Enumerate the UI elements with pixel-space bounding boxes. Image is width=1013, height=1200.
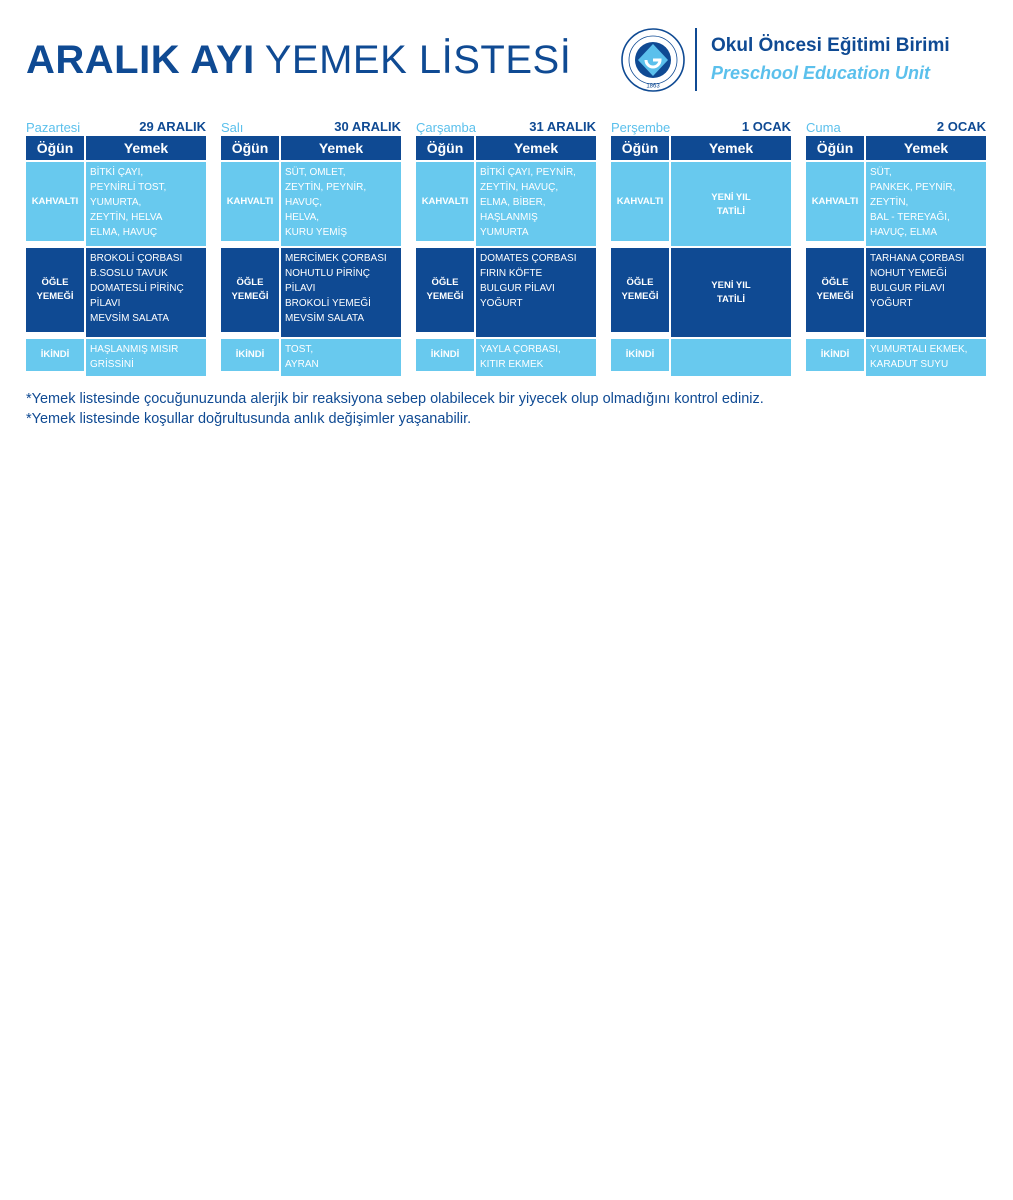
menu-table — [26, 136, 206, 376]
university-seal-icon — [620, 27, 686, 93]
snack-items: HAŞLANMIŞ MISIR GRİSSİNİ — [86, 339, 206, 376]
day-header — [611, 119, 791, 136]
day-header — [221, 119, 401, 136]
footnotes — [26, 389, 764, 429]
breakfast-items: BİTKİ ÇAYI, PEYNİRLİ TOST, YUMURTA, ZEYTİN, HELVA ELMA, HAVUÇ — [86, 162, 206, 246]
day-name: Pazartesi — [26, 120, 81, 135]
day-column-wednesday — [416, 119, 596, 376]
day-column-tuesday — [221, 119, 401, 376]
menu-table — [806, 136, 986, 376]
meal-column-header: Öğün — [611, 136, 669, 160]
food-column-header: Yemek — [671, 136, 791, 160]
meal-label-snack: İKİNDİ — [611, 339, 669, 371]
snack-items — [671, 339, 791, 376]
menu-table — [611, 136, 791, 376]
day-header — [416, 119, 596, 136]
lunch-items: BROKOLİ ÇORBASI B.SOSLU TAVUK DOMATESLİ PİRİNÇ PİLAVI MEVSİM SALATA — [86, 248, 206, 337]
meal-label-lunch: ÖĞLE YEMEĞİ — [26, 248, 84, 332]
menu-table — [221, 136, 401, 376]
food-column-header: Yemek — [866, 136, 986, 160]
meal-column-header: Öğün — [416, 136, 474, 160]
allergy-note: *Yemek listesinde çocuğunuzunda alerjik bir reaksiyona sebep olabilecek bir yiyecek olup olmadığını kontrol ediniz. — [26, 391, 764, 407]
meal-label-lunch: ÖĞLE YEMEĞİ — [416, 248, 474, 332]
food-column-header: Yemek — [476, 136, 596, 160]
title-light: YEMEK LİSTESİ — [264, 38, 572, 82]
lunch-items: MERCİMEK ÇORBASI NOHUTLU PİRİNÇ PİLAVI BROKOLİ YEMEĞİ MEVSİM SALATA — [281, 248, 401, 337]
day-column-thursday — [611, 119, 791, 376]
snack-items: YUMURTALI EKMEK, KARADUT SUYU — [866, 339, 986, 376]
logo-divider — [695, 28, 697, 91]
day-header — [26, 119, 206, 136]
day-date: 31 ARALIK — [529, 119, 596, 134]
unit-name-tr: Okul Öncesi Eğitimi Birimi — [711, 35, 950, 56]
breakfast-items: SÜT, OMLET, ZEYTİN, PEYNİR, HAVUÇ, HELVA, KURU YEMİŞ — [281, 162, 401, 246]
meal-label-snack: İKİNDİ — [806, 339, 864, 371]
breakfast-items: BİTKİ ÇAYI, PEYNİR, ZEYTİN, HAVUÇ, ELMA, BİBER, HAŞLANMIŞ YUMURTA — [476, 162, 596, 246]
day-date: 29 ARALIK — [139, 119, 206, 134]
meal-label-snack: İKİNDİ — [221, 339, 279, 371]
lunch-items: DOMATES ÇORBASI FIRIN KÖFTE BULGUR PİLAVI YOĞURT — [476, 248, 596, 337]
day-column-monday — [26, 119, 206, 376]
meal-label-lunch: ÖĞLE YEMEĞİ — [611, 248, 669, 332]
unit-name-en: Preschool Education Unit — [711, 63, 931, 83]
breakfast-items: SÜT, PANKEK, PEYNİR, ZEYTİN, BAL - TEREYAĞI, HAVUÇ, ELMA — [866, 162, 986, 246]
snack-items: YAYLA ÇORBASI, KITIR EKMEK — [476, 339, 596, 376]
meal-label-snack: İKİNDİ — [26, 339, 84, 371]
meal-label-breakfast: KAHVALTI — [416, 162, 474, 241]
meal-label-breakfast: KAHVALTI — [221, 162, 279, 241]
meal-column-header: Öğün — [26, 136, 84, 160]
day-column-friday — [806, 119, 986, 376]
meal-column-header: Öğün — [221, 136, 279, 160]
meal-label-lunch: ÖĞLE YEMEĞİ — [806, 248, 864, 332]
menu-table — [416, 136, 596, 376]
lunch-items: YENİ YIL TATİLİ — [671, 248, 791, 337]
meal-label-breakfast: KAHVALTI — [26, 162, 84, 241]
day-date: 1 OCAK — [741, 119, 791, 134]
day-date: 2 OCAK — [936, 119, 986, 134]
changes-note: *Yemek listesinde koşullar doğrultusunda anlık değişimler yaşanabilir. — [26, 411, 472, 427]
meal-label-snack: İKİNDİ — [416, 339, 474, 371]
day-name: Cuma — [806, 120, 841, 135]
meal-label-breakfast: KAHVALTI — [806, 162, 864, 241]
breakfast-items: YENİ YIL TATİLİ — [671, 162, 791, 246]
snack-items: TOST, AYRAN — [281, 339, 401, 376]
meal-label-breakfast: KAHVALTI — [611, 162, 669, 241]
day-header — [806, 119, 986, 136]
seal-year: 1863 — [646, 83, 660, 90]
day-name: Perşembe — [611, 120, 671, 135]
day-name: Çarşamba — [416, 120, 476, 135]
page-title — [26, 36, 571, 84]
meal-column-header: Öğün — [806, 136, 864, 160]
meal-label-lunch: ÖĞLE YEMEĞİ — [221, 248, 279, 332]
lunch-items: TARHANA ÇORBASI NOHUT YEMEĞİ BULGUR PİLAVI YOĞURT — [866, 248, 986, 337]
title-bold: ARALIK AYI — [26, 38, 255, 82]
food-column-header: Yemek — [86, 136, 206, 160]
food-column-header: Yemek — [281, 136, 401, 160]
day-name: Salı — [221, 120, 244, 135]
day-date: 30 ARALIK — [334, 119, 401, 134]
